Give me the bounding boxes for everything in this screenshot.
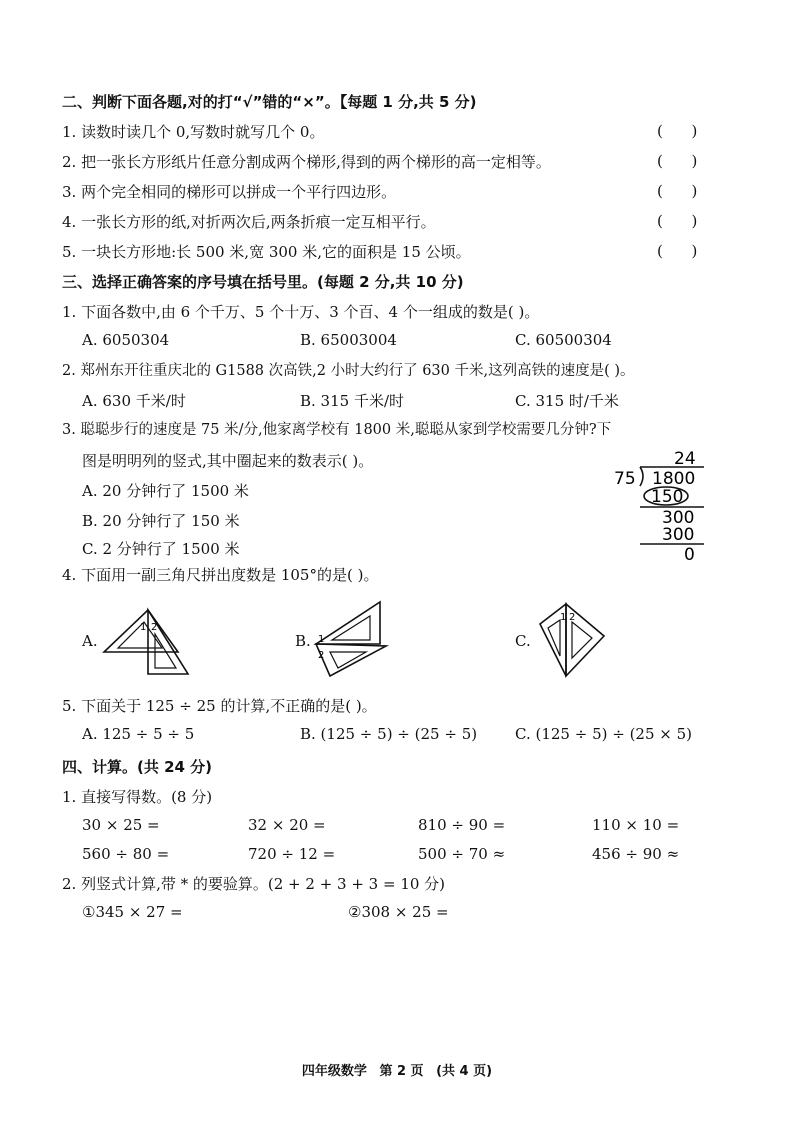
footer-subject: 四年级数学 <box>301 1064 367 1079</box>
long-division-diagram <box>600 446 710 564</box>
calc-r2-c3: 500 ÷ 70 ≈ <box>418 845 506 863</box>
figure-a-angle-1: 1 <box>140 622 147 633</box>
choice-q1-option-b: B. 65003004 <box>300 331 397 349</box>
calc-r1-c2: 32 × 20 = <box>248 816 326 834</box>
page-footer <box>0 1060 794 1079</box>
choice-q2-option-c: C. 315 时/千米 <box>515 392 619 410</box>
division-divisor: 75 <box>614 469 636 489</box>
choice-q4-option-c: C. <box>515 632 531 650</box>
calc-part1-title: 1. 直接写得数。(8 分) <box>62 788 213 806</box>
choice-q2-option-a: A. 630 千米/时 <box>82 392 186 410</box>
figure-c-angle-2: 2 <box>569 612 576 623</box>
calc-r2-c1: 560 ÷ 80 = <box>82 845 170 863</box>
vertical-calc-1: ①345 × 27 = <box>82 903 183 921</box>
footer-total: (共 4 页) <box>436 1064 493 1079</box>
figure-b-angle-1: 1 <box>318 634 325 645</box>
judge-item-5: 5. 一块长方形地:长 500 米,宽 300 米,它的面积是 15 公顷。 <box>62 243 471 261</box>
figure-c-angle-1: 1 <box>560 612 567 623</box>
division-product-2: 300 <box>662 525 695 545</box>
division-circled-number: 150 <box>651 487 684 507</box>
section2-heading: 二、判断下面各题,对的打“√”错的“×”。【每题 1 分,共 5 分) <box>62 93 477 111</box>
answer-paren-4[interactable]: ( ) <box>657 212 698 230</box>
choice-q5-text: 5. 下面关于 125 ÷ 25 的计算,不正确的是( )。 <box>62 697 377 715</box>
division-quotient: 24 <box>674 449 696 469</box>
choice-q4-text: 4. 下面用一副三角尺拼出度数是 105°的是( )。 <box>62 566 379 584</box>
choice-q5-option-b: B. (125 ÷ 5) ÷ (25 ÷ 5) <box>300 725 478 743</box>
division-final: 0 <box>684 545 695 564</box>
section4-heading: 四、计算。(共 24 分) <box>62 758 213 776</box>
choice-q1-option-a: A. 6050304 <box>82 331 170 349</box>
judge-item-3: 3. 两个完全相同的梯形可以拼成一个平行四边形。 <box>62 183 397 201</box>
choice-q3-option-b: B. 20 分钟行了 150 米 <box>82 512 240 530</box>
choice-q3-text-2: 图是明明列的竖式,其中圈起来的数表示( )。 <box>82 452 374 470</box>
calc-part2-title: 2. 列竖式计算,带 * 的要验算。(2 + 2 + 3 + 3 = 10 分) <box>62 875 446 893</box>
figure-b-angle-2: 2 <box>318 650 325 661</box>
vertical-calc-2: ②308 × 25 = <box>348 903 449 921</box>
section3-heading: 三、选择正确答案的序号填在括号里。(每题 2 分,共 10 分) <box>62 273 464 291</box>
choice-q3-option-c: C. 2 分钟行了 1500 米 <box>82 540 240 558</box>
choice-q5-option-a: A. 125 ÷ 5 ÷ 5 <box>82 725 195 743</box>
choice-q1-text: 1. 下面各数中,由 6 个千万、5 个十万、3 个百、4 个一组成的数是( )。 <box>62 303 540 321</box>
footer-page: 第 2 页 <box>379 1064 424 1079</box>
choice-q2-text: 2. 郑州东开往重庆北的 G1588 次高铁,2 小时大约行了 630 千米,这列高铁的速度是( )。 <box>62 363 635 379</box>
triangle-set-figure-a <box>100 604 192 678</box>
answer-paren-1[interactable]: ( ) <box>657 122 698 140</box>
calc-r1-c4: 110 × 10 = <box>592 816 680 834</box>
answer-paren-2[interactable]: ( ) <box>657 152 698 170</box>
triangle-set-figure-c <box>536 600 608 680</box>
calc-r1-c3: 810 ÷ 90 = <box>418 816 506 834</box>
choice-q3-text-1: 3. 聪聪步行的速度是 75 米/分,他家离学校有 1800 米,聪聪从家到学校需要几分钟?下 <box>62 422 612 438</box>
choice-q4-option-a: A. <box>82 632 98 650</box>
choice-q5-option-c: C. (125 ÷ 5) ÷ (25 × 5) <box>515 725 693 743</box>
calc-r1-c1: 30 × 25 = <box>82 816 160 834</box>
choice-q1-option-c: C. 60500304 <box>515 331 612 349</box>
judge-item-4: 4. 一张长方形的纸,对折两次后,两条折痕一定互相平行。 <box>62 213 436 231</box>
division-dividend: 1800 <box>652 469 696 489</box>
figure-a-angle-2: 2 <box>151 622 158 633</box>
division-bracket <box>640 467 643 486</box>
answer-paren-3[interactable]: ( ) <box>657 182 698 200</box>
judge-item-2: 2. 把一张长方形纸片任意分割成两个梯形,得到的两个梯形的高一定相等。 <box>62 153 551 171</box>
choice-q3-option-a: A. 20 分钟行了 1500 米 <box>82 482 249 500</box>
calc-r2-c2: 720 ÷ 12 = <box>248 845 336 863</box>
answer-paren-5[interactable]: ( ) <box>657 242 698 260</box>
judge-item-1: 1. 读数时读几个 0,写数时就写几个 0。 <box>62 123 325 141</box>
division-remainder-1: 300 <box>662 508 695 528</box>
calc-r2-c4: 456 ÷ 90 ≈ <box>592 845 680 863</box>
choice-q4-option-b: B. <box>295 632 311 650</box>
triangle-set-figure-b <box>310 600 390 680</box>
choice-q2-option-b: B. 315 千米/时 <box>300 392 405 410</box>
